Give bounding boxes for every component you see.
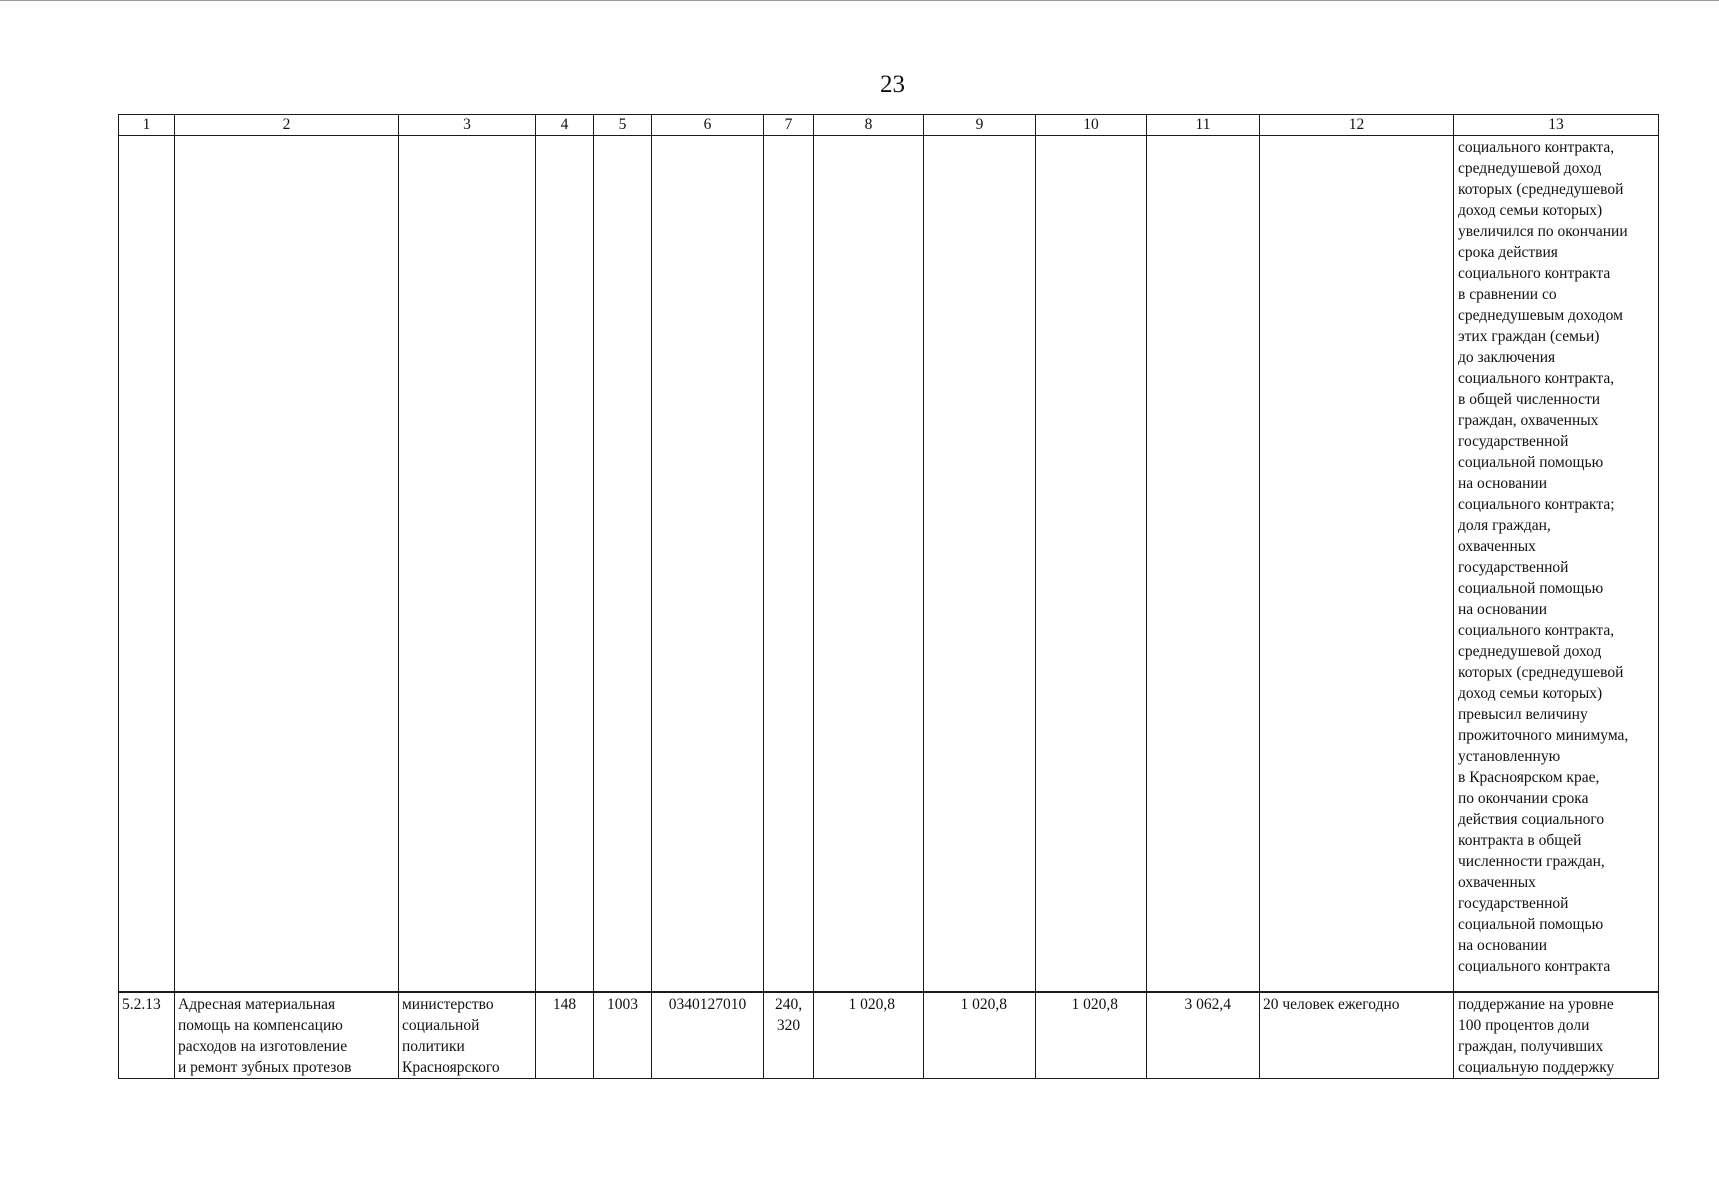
column-number-header: 9 [924,115,1036,136]
text-line: этих граждан (семьи) [1458,328,1600,345]
table-header-row [119,115,1659,136]
measure-name-cell [175,992,399,1079]
empty-cell [1036,136,1147,993]
text-line: на основании [1458,937,1547,954]
text-line: которых (среднедушевой [1458,181,1624,198]
year-1-amount-cell: 1 020,8 [814,992,924,1079]
text-line: прожиточного минимума, [1458,727,1629,744]
page-number: 23 [880,71,905,98]
empty-cell [814,136,924,993]
text-line: срока действия [1458,244,1558,261]
text-line: граждан, получивших [1458,1038,1604,1055]
column-number-header: 8 [814,115,924,136]
text-line: численности граждан, [1458,853,1605,870]
indicator-cell-continued [1454,136,1659,993]
text-line: которых (среднедушевой [1458,664,1624,681]
text-line: на основании [1458,601,1547,618]
empty-cell [1147,136,1260,993]
text-line: социального контракта, [1458,370,1615,387]
text-line: в Красноярском крае, [1458,769,1600,786]
text-line: министерство [402,996,494,1013]
csr-code-cell: 0340127010 [652,992,764,1079]
text-line: помощь на компенсацию [178,1017,343,1034]
year-2-amount-cell: 1 020,8 [924,992,1036,1079]
grbs-code-cell: 148 [536,992,594,1079]
text-line: социального контракта [1458,265,1611,282]
budget-table [118,114,1659,1079]
text-line: социальной помощью [1458,916,1604,933]
table-row-5-2-13 [119,992,1659,1079]
column-number-header: 10 [1036,115,1147,136]
total-amount-cell: 3 062,4 [1147,992,1260,1079]
text-line: и ремонт зубных протезов [178,1059,352,1076]
text-line: увеличился по окончании [1458,223,1628,240]
year-3-amount-cell: 1 020,8 [1036,992,1147,1079]
rzpr-code-cell: 1003 [594,992,652,1079]
text-line: социального контракта, [1458,622,1615,639]
text-line: 240, [774,996,803,1013]
text-line: социального контракта [1458,958,1611,975]
text-line: государственной [1458,895,1569,912]
text-line: Красноярского [402,1059,500,1076]
empty-cell [764,136,814,993]
text-line: доход семьи которых) [1458,685,1603,702]
text-line: государственной [1458,559,1569,576]
text-line: государственной [1458,433,1569,450]
text-line: 100 процентов доли [1458,1017,1590,1034]
column-number-header: 3 [399,115,536,136]
empty-cell [175,136,399,993]
text-line: среднедушевой доход [1458,643,1602,660]
text-line: социального контракта, [1458,139,1615,156]
empty-cell [399,136,536,993]
text-line: охваченных [1458,538,1536,555]
empty-cell [594,136,652,993]
column-number-header: 13 [1454,115,1659,136]
table-row-continuation [119,136,1659,993]
text-line: граждан, охваченных [1458,412,1599,429]
text-line: среднедушевым доходом [1458,307,1623,324]
text-line: охваченных [1458,874,1536,891]
empty-cell [924,136,1036,993]
text-line: социальной [402,1017,480,1034]
text-line: поддержание на уровне [1458,996,1614,1013]
text-line: на основании [1458,475,1547,492]
executor-cell [399,992,536,1079]
column-number-header: 2 [175,115,399,136]
column-number-header: 4 [536,115,594,136]
empty-cell [652,136,764,993]
text-line: в сравнении со [1458,286,1557,303]
text-line: контракта в общей [1458,832,1582,849]
empty-cell [536,136,594,993]
text-line: среднедушевой доход [1458,160,1602,177]
text-line: в общей численности [1458,391,1601,408]
text-line: социальной помощью [1458,454,1604,471]
column-number-header: 5 [594,115,652,136]
text-line: расходов на изготовление [178,1038,348,1055]
text-line: установленную [1458,748,1561,765]
column-number-header: 1 [119,115,175,136]
column-number-header: 7 [764,115,814,136]
page-top-edge [0,0,1719,1]
indicator-cell [1454,992,1659,1079]
text-line: 320 [776,1017,801,1034]
text-line: доля граждан, [1458,517,1551,534]
text-line: социального контракта; [1458,496,1615,513]
column-number-header: 6 [652,115,764,136]
text-line: социальной помощью [1458,580,1604,597]
expected-result-cell: 20 человек ежегодно [1260,992,1454,1079]
text-line: Адресная материальная [178,996,336,1013]
text-line: превысил величину [1458,706,1588,723]
empty-cell [119,136,175,993]
text-line: по окончании срока [1458,790,1589,807]
text-line: действия социального [1458,811,1605,828]
text-line: доход семьи которых) [1458,202,1603,219]
column-number-header: 12 [1260,115,1454,136]
column-number-header: 11 [1147,115,1260,136]
empty-cell [1260,136,1454,993]
row-number-cell: 5.2.13 [119,992,175,1079]
text-line: социальную поддержку [1458,1059,1615,1076]
vr-code-cell [764,992,814,1079]
text-line: до заключения [1458,349,1556,366]
text-line: политики [402,1038,465,1055]
